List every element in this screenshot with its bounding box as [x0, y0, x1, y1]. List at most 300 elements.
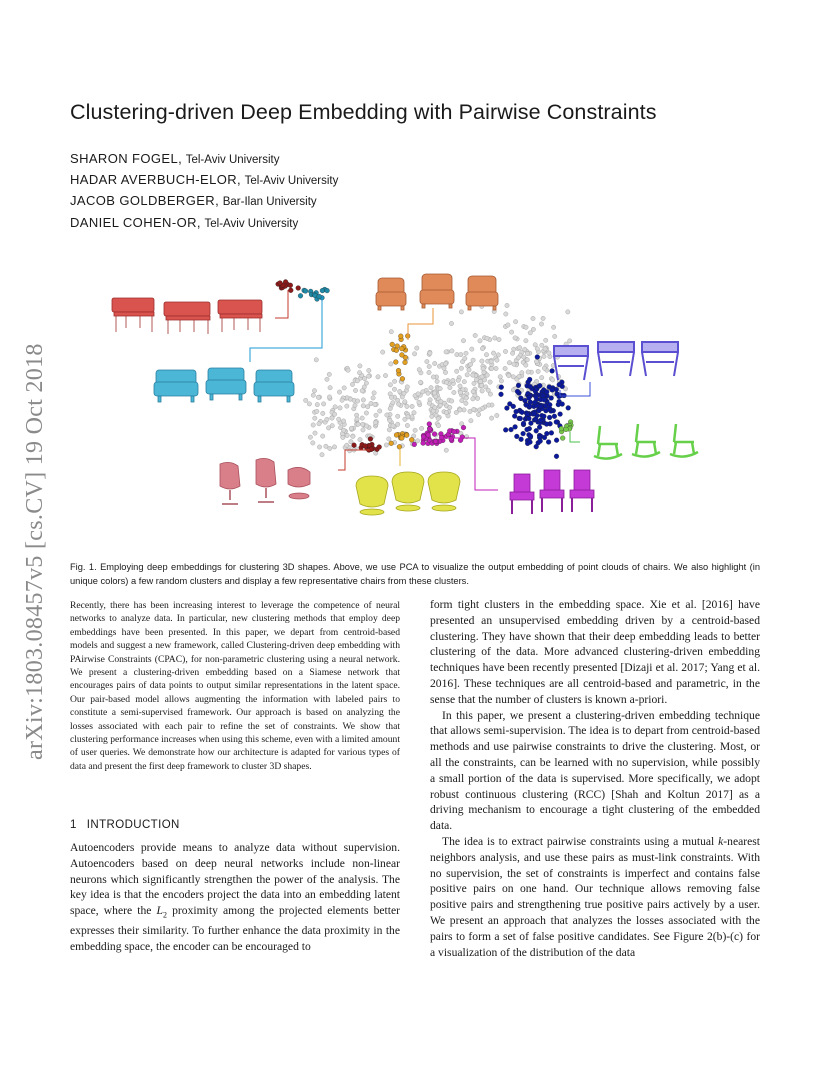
- cluster-magenta-point: [447, 429, 452, 434]
- embedding-point: [389, 362, 393, 366]
- intro-text: Autoencoders provide means to analyze data without supervision. Autoencoders based on deep neural networks include non-linear neurons which significantly strengthen the power of the analysis. The key idea is that the encoders project the data into an embedding latent space, where the: [70, 841, 400, 918]
- embedding-point: [509, 330, 513, 334]
- cluster-orange-bottom-point: [409, 437, 414, 442]
- paragraph-text: The idea is to extract pairwise constraints using a mutual: [442, 834, 719, 848]
- embedding-point: [361, 398, 365, 402]
- cluster-blue-point: [550, 369, 555, 374]
- author-line: [70, 191, 570, 212]
- embedding-point: [469, 419, 473, 423]
- embedding-point: [489, 416, 493, 420]
- cluster-magenta-point: [426, 433, 431, 438]
- author-name: DANIEL COHEN-OR,: [70, 214, 201, 230]
- embedding-point: [477, 408, 481, 412]
- embedding-point: [444, 362, 448, 366]
- embedding-point: [470, 347, 474, 351]
- embedding-point: [360, 422, 364, 426]
- embedding-point: [345, 404, 349, 408]
- embedding-point: [507, 373, 511, 377]
- embedding-point: [526, 370, 530, 374]
- embedding-point: [513, 336, 517, 340]
- cluster-blue-point: [534, 428, 539, 433]
- embedding-point: [392, 379, 396, 383]
- embedding-point: [448, 385, 452, 389]
- embedding-point: [321, 402, 325, 406]
- embedding-point: [438, 386, 442, 390]
- cluster-blue-point: [512, 414, 517, 419]
- embedding-point: [551, 325, 555, 329]
- embedding-point: [360, 416, 364, 420]
- embedding-point: [489, 359, 493, 363]
- embedding-point: [455, 369, 459, 373]
- section-heading: [70, 819, 180, 831]
- embedding-point: [531, 316, 535, 320]
- embedding-point: [311, 423, 315, 427]
- embedding-point: [316, 395, 320, 399]
- embedding-point: [364, 411, 368, 415]
- figure-caption: Fig. 1. Employing deep embeddings for clustering 3D shapes. Above, we use PCA to visualize the output embedding of point clouds of chairs. We also highlight (in unique colors) a few random clusters and display a few representative chairs from these clusters.: [70, 562, 760, 586]
- embedding-point: [351, 434, 355, 438]
- author-line: [70, 170, 570, 191]
- cluster-blue-point: [549, 396, 554, 401]
- cluster-blue-point: [534, 395, 539, 400]
- embedding-point: [357, 371, 361, 375]
- embedding-point: [317, 422, 321, 426]
- l2-symbol: L: [156, 904, 163, 918]
- embedding-point: [338, 406, 342, 410]
- embedding-point: [478, 339, 482, 343]
- embedding-point: [436, 416, 440, 420]
- embedding-point: [544, 338, 548, 342]
- cluster-dark-red-bottom-point: [352, 443, 357, 448]
- cluster-blue-point: [529, 421, 534, 426]
- cluster-blue-point: [519, 437, 524, 442]
- cluster-magenta-point: [433, 439, 438, 444]
- embedding-point: [427, 401, 431, 405]
- embedding-point: [473, 333, 477, 337]
- embedding-point: [405, 423, 409, 427]
- cluster-green-point: [564, 427, 569, 432]
- embedding-point: [439, 399, 443, 403]
- cluster-blue-point: [557, 382, 562, 387]
- embedding-point: [507, 361, 511, 365]
- embedding-point: [444, 350, 448, 354]
- cluster-blue-point: [544, 422, 549, 427]
- embedding-point: [536, 369, 540, 373]
- embedding-point: [367, 374, 371, 378]
- embedding-point: [512, 362, 516, 366]
- embedding-point: [484, 353, 488, 357]
- embedding-point: [350, 382, 354, 386]
- embedding-point: [328, 386, 332, 390]
- embedding-point: [355, 379, 359, 383]
- author-affiliation: Tel-Aviv University: [244, 175, 339, 188]
- cluster-orange-mid-point: [396, 368, 401, 373]
- embedding-point: [525, 351, 529, 355]
- arrow-dark-red-down: [338, 450, 370, 470]
- embedding-point: [485, 373, 489, 377]
- embedding-point: [396, 414, 400, 418]
- embedding-point: [462, 408, 466, 412]
- cluster-blue-point: [499, 385, 504, 390]
- embedding-point: [353, 388, 357, 392]
- cluster-teal-top-point: [298, 293, 303, 298]
- embedding-point: [512, 347, 516, 351]
- embedding-point: [412, 411, 416, 415]
- embedding-point: [542, 354, 546, 358]
- embedding-point: [444, 410, 448, 414]
- embedding-point: [384, 443, 388, 447]
- embedding-point: [412, 352, 416, 356]
- cluster-dark-red-top-point: [288, 283, 293, 288]
- embedding-point: [304, 398, 308, 402]
- embedding-point: [389, 330, 393, 334]
- embedding-point: [503, 366, 507, 370]
- cluster-blue-point: [516, 383, 521, 388]
- cluster-blue-point: [524, 403, 529, 408]
- cluster-magenta-point: [421, 441, 426, 446]
- embedding-point: [471, 397, 475, 401]
- cluster-orange-mid-point: [398, 334, 403, 339]
- embedding-point: [371, 396, 375, 400]
- embedding-point: [568, 339, 572, 343]
- embedding-point: [402, 391, 406, 395]
- embedding-point: [315, 402, 319, 406]
- embedding-point: [364, 381, 368, 385]
- embedding-point: [353, 403, 357, 407]
- embedding-point: [542, 366, 546, 370]
- cluster-blue-point: [527, 377, 532, 382]
- embedding-point: [355, 399, 359, 403]
- embedding-point: [511, 375, 515, 379]
- embedding-point: [321, 411, 325, 415]
- embedding-point: [459, 310, 463, 314]
- embedding-point: [517, 345, 521, 349]
- cluster-magenta-point: [461, 425, 466, 430]
- author-name: JACOB GOLDBERGER,: [70, 193, 220, 209]
- embedding-point: [392, 387, 396, 391]
- paragraph-text: -nearest neighbors analysis, and use these pairs as must-link constraints. With no supervision, the set of constraints is imperfect and contains false positive pairs on one hand. Our technique allows removing false positive pairs and strengthening true positive pairs actively by a user. We present an approach that analyzes the losses associated with the pairs to form a set of false positive candidates. See Figure 2(b)-(c) for a visualization of the distribution of the data: [430, 834, 760, 959]
- embedding-point: [427, 364, 431, 368]
- embedding-point: [360, 389, 364, 393]
- embedding-point: [325, 417, 329, 421]
- cluster-green-point: [559, 426, 564, 431]
- cluster-teal-top-point: [303, 289, 308, 294]
- paper-title: Clustering-driven Deep Embedding with Pairwise Constraints: [70, 100, 657, 124]
- embedding-point: [471, 389, 475, 393]
- cluster-blue-point: [521, 421, 526, 426]
- embedding-point: [376, 375, 380, 379]
- embedding-point: [372, 391, 376, 395]
- cluster-orange-bottom-point: [404, 433, 409, 438]
- embedding-point: [480, 375, 484, 379]
- embedding-point: [356, 422, 360, 426]
- embedding-point: [342, 386, 346, 390]
- l2-subscript: 2: [163, 910, 167, 920]
- embedding-point: [373, 402, 377, 406]
- cluster-blue-point: [499, 392, 504, 397]
- cluster-blue-point: [525, 427, 530, 432]
- embedding-point: [481, 367, 485, 371]
- embedding-point: [458, 384, 462, 388]
- embedding-point: [525, 358, 529, 362]
- embedding-point: [355, 417, 359, 421]
- embedding-point: [471, 373, 475, 377]
- cluster-magenta-point: [412, 442, 417, 447]
- cluster-orange-bottom-point: [389, 441, 394, 446]
- cluster-blue-point: [537, 425, 542, 430]
- embedding-point: [416, 392, 420, 396]
- embedding-point: [432, 391, 436, 395]
- embedding-point: [388, 383, 392, 387]
- embedding-point: [535, 347, 539, 351]
- cluster-orange-mid-point: [393, 360, 398, 365]
- embedding-point: [362, 376, 366, 380]
- cluster-magenta-point: [427, 427, 432, 432]
- embedding-point: [417, 368, 421, 372]
- embedding-point: [467, 368, 471, 372]
- embedding-point: [415, 346, 419, 350]
- cluster-teal-top-point: [325, 288, 330, 293]
- embedding-point: [520, 371, 524, 375]
- embedding-point: [405, 385, 409, 389]
- embedding-point: [506, 323, 510, 327]
- embedding-point: [383, 373, 387, 377]
- embedding-point: [464, 351, 468, 355]
- cluster-blue-point: [544, 390, 549, 395]
- cluster-blue-point: [532, 400, 537, 405]
- embedding-point: [388, 406, 392, 410]
- embedding-point: [553, 334, 557, 338]
- embedding-point: [541, 316, 545, 320]
- embedding-point: [438, 403, 442, 407]
- cluster-blue-point: [566, 406, 571, 411]
- cluster-blue-point: [521, 431, 526, 436]
- embedding-point: [444, 380, 448, 384]
- embedding-point: [517, 374, 521, 378]
- embedding-point: [462, 380, 466, 384]
- cluster-blue-point: [514, 409, 519, 414]
- embedding-point: [337, 390, 341, 394]
- embedding-point: [313, 431, 317, 435]
- embedding-point: [391, 424, 395, 428]
- embedding-point: [346, 368, 350, 372]
- embedding-point: [436, 423, 440, 427]
- embedding-point: [320, 453, 324, 457]
- embedding-point: [433, 405, 437, 409]
- embedding-point: [413, 428, 417, 432]
- embedding-point: [540, 343, 544, 347]
- cluster-blue-point: [505, 406, 510, 411]
- cluster-magenta-point: [427, 422, 432, 427]
- embedding-point: [480, 389, 484, 393]
- embedding-point: [345, 443, 349, 447]
- cluster-dark-red-bottom-point: [369, 447, 374, 452]
- embedding-point: [313, 416, 317, 420]
- embedding-point: [314, 358, 318, 362]
- cluster-blue-point: [511, 404, 516, 409]
- embedding-point: [321, 434, 325, 438]
- embedding-point: [349, 426, 353, 430]
- embedding-point: [396, 422, 400, 426]
- cluster-orange-mid-point: [395, 344, 400, 349]
- embedding-point: [385, 413, 389, 417]
- magenta-chairs: [510, 470, 594, 514]
- embedding-point: [311, 393, 315, 397]
- cluster-blue-point: [518, 416, 523, 421]
- embedding-point: [450, 349, 454, 353]
- embedding-point: [337, 417, 341, 421]
- embedding-point: [486, 388, 490, 392]
- cluster-blue-point: [528, 384, 533, 389]
- embedding-point: [497, 337, 501, 341]
- embedding-point: [493, 336, 497, 340]
- embedding-point: [458, 390, 462, 394]
- embedding-point: [487, 403, 491, 407]
- embedding-point: [366, 405, 370, 409]
- embedding-point: [521, 355, 525, 359]
- cyan-sofa-chairs: [154, 368, 294, 402]
- arxiv-identifier: arXiv:1803.08457v5 [cs.CV] 19 Oct 2018: [22, 343, 48, 760]
- embedding-point: [543, 347, 547, 351]
- embedding-point: [504, 312, 508, 316]
- embedding-point: [533, 343, 537, 347]
- intro-paragraph-left: [70, 840, 400, 955]
- embedding-point: [374, 413, 378, 417]
- embedding-point: [566, 310, 570, 314]
- embedding-point: [415, 439, 419, 443]
- embedding-point: [472, 407, 476, 411]
- embedding-point: [341, 419, 345, 423]
- cluster-blue-point: [509, 427, 514, 432]
- intro-text: proximity among the projected elements better expresses their similarity. To further enhance the data proximity in the embedding space, the encoder can be encouraged to: [70, 904, 400, 954]
- embedding-point: [450, 399, 454, 403]
- embedding-point: [388, 418, 392, 422]
- cluster-teal-top-point: [317, 294, 322, 299]
- cluster-blue-point: [528, 440, 533, 445]
- cluster-blue-point: [534, 444, 539, 449]
- cluster-blue-point: [542, 397, 547, 402]
- cluster-magenta-point: [458, 438, 463, 443]
- embedding-point: [430, 414, 434, 418]
- embedding-point: [421, 390, 425, 394]
- embedding-point: [471, 358, 475, 362]
- embedding-point: [433, 361, 437, 365]
- embedding-point: [480, 359, 484, 363]
- embedding-point: [387, 437, 391, 441]
- embedding-point: [427, 370, 431, 374]
- author-affiliation: Bar-Ilan University: [222, 196, 317, 209]
- embedding-point: [340, 398, 344, 402]
- cluster-blue-point: [518, 396, 523, 401]
- cluster-dark-red-top-point: [288, 288, 293, 293]
- cluster-blue-point: [547, 385, 552, 390]
- embedding-point: [387, 428, 391, 432]
- embedding-point: [531, 327, 535, 331]
- cluster-blue-point: [547, 415, 552, 420]
- section-title: INTRODUCTION: [86, 819, 180, 831]
- embedding-point: [498, 375, 502, 379]
- embedding-point: [485, 336, 489, 340]
- embedding-point: [410, 415, 414, 419]
- paragraph: [430, 834, 760, 960]
- author-line: [70, 149, 570, 170]
- embedding-point: [539, 322, 543, 326]
- cluster-orange-mid-point: [390, 342, 395, 347]
- embedding-point: [540, 375, 544, 379]
- cluster-blue-point: [528, 434, 533, 439]
- section-number: 1: [70, 819, 77, 831]
- embedding-point: [345, 433, 349, 437]
- author-name: SHARON FOGEL,: [70, 151, 183, 166]
- embedding-point: [369, 401, 373, 405]
- embedding-point: [311, 441, 315, 445]
- cluster-blue-point: [537, 383, 542, 388]
- embedding-point: [381, 350, 385, 354]
- cluster-dark-red-bottom-point: [377, 445, 382, 450]
- embedding-point: [389, 395, 393, 399]
- cluster-teal-top-point: [320, 288, 325, 293]
- author-line: [70, 213, 570, 234]
- yellow-egg-chairs: [356, 472, 460, 515]
- embedding-point: [410, 404, 414, 408]
- embedding-point: [333, 405, 337, 409]
- embedding-point: [505, 303, 509, 307]
- cluster-blue-point: [552, 414, 557, 419]
- embedding-point: [465, 373, 469, 377]
- embedding-point: [495, 413, 499, 417]
- orange-armchairs: [376, 274, 498, 310]
- embedding-point: [358, 437, 362, 441]
- cluster-blue-point: [513, 425, 518, 430]
- embedding-point: [419, 426, 423, 430]
- cluster-blue-point: [554, 420, 559, 425]
- cluster-orange-bottom-point: [397, 444, 402, 449]
- embedding-point: [307, 402, 311, 406]
- embedding-point: [426, 391, 430, 395]
- embedding-point: [499, 379, 503, 383]
- embedding-point: [417, 400, 421, 404]
- embedding-point: [490, 366, 494, 370]
- embedding-point: [451, 378, 455, 382]
- embedding-point: [373, 420, 377, 424]
- cluster-blue-point: [515, 389, 520, 394]
- cluster-blue-point: [554, 454, 559, 459]
- embedding-point: [435, 379, 439, 383]
- green-rocking-chairs: [594, 424, 698, 459]
- embedding-point: [391, 401, 395, 405]
- cluster-dark-red-top-point: [296, 286, 301, 291]
- purple-frame-chairs: [554, 342, 678, 380]
- embedding-point: [494, 366, 498, 370]
- embedding-point: [461, 339, 465, 343]
- embedding-point: [510, 351, 514, 355]
- embedding-point: [308, 435, 312, 439]
- cluster-blue-point: [538, 418, 543, 423]
- cluster-blue-point: [544, 431, 549, 436]
- cluster-blue-point: [537, 408, 542, 413]
- embedding-point: [315, 409, 319, 413]
- embedding-point: [459, 352, 463, 356]
- cluster-blue-point: [560, 402, 565, 407]
- embedding-point: [443, 370, 447, 374]
- cluster-blue-point: [525, 412, 530, 417]
- embedding-point: [396, 402, 400, 406]
- embedding-point: [464, 401, 468, 405]
- cluster-orange-mid-point: [400, 376, 405, 381]
- embedding-point: [449, 321, 453, 325]
- arrow-dark-red: [275, 290, 288, 318]
- cluster-orange-mid-point: [400, 353, 405, 358]
